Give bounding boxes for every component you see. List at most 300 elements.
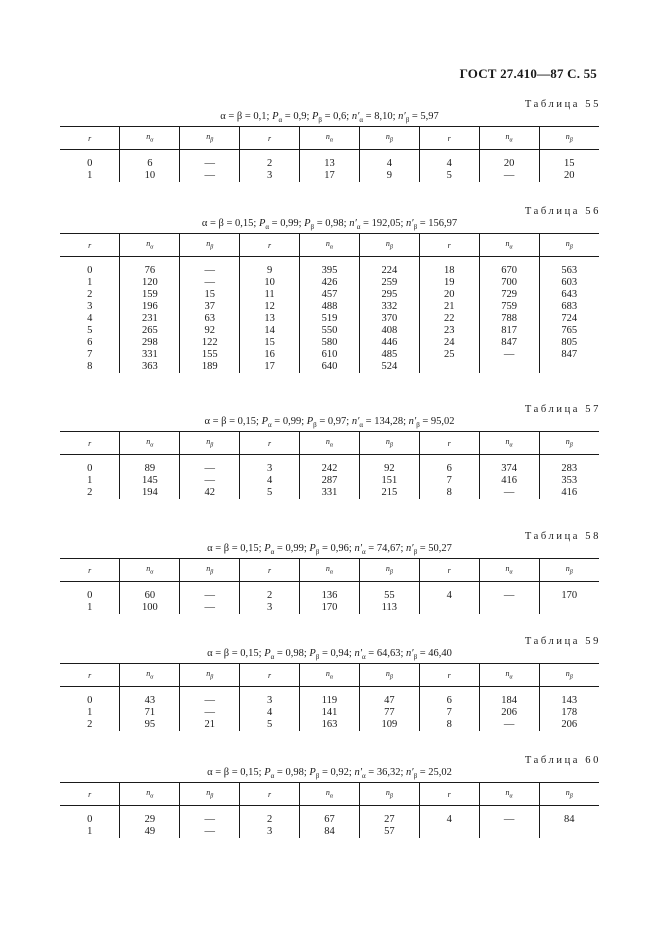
table-cell: — (180, 707, 240, 719)
col-header-n-alpha (120, 559, 180, 582)
col-header-r: r (240, 664, 300, 687)
col-header-n-beta (539, 664, 599, 687)
caption-sub: α (359, 421, 364, 430)
col-header-n: n (385, 437, 390, 447)
caption-n-symbol: n (354, 543, 360, 554)
spacer-cell (479, 582, 539, 591)
spacer-cell (240, 582, 300, 591)
col-header-n-alpha (479, 234, 539, 257)
caption-prime: ′ (403, 111, 406, 122)
col-header-sub: β (389, 674, 393, 681)
caption-sub: β (413, 548, 418, 557)
table-cell: 14 (240, 325, 300, 337)
caption-sub: β (315, 548, 320, 557)
data-table (60, 663, 599, 731)
table-cell: 10 (240, 277, 300, 289)
caption-n-beta: = 46,40 (417, 648, 452, 659)
col-header-sub: α (329, 244, 334, 251)
col-header-n: n (325, 132, 330, 142)
table-row (60, 265, 599, 277)
caption-prime: ′ (359, 648, 362, 659)
caption-p-beta: = 0,94; (319, 648, 355, 659)
table-row (60, 301, 599, 313)
col-header-r: r (419, 432, 479, 455)
col-header-n-alpha (300, 127, 360, 150)
table-cell: — (479, 170, 539, 182)
col-header-n: n (385, 669, 390, 679)
table-cell: 287 (300, 475, 360, 487)
col-header-sub: β (569, 674, 573, 681)
table-cell: 729 (479, 289, 539, 301)
table-cell: 84 (300, 826, 360, 838)
col-header-n-beta (539, 234, 599, 257)
col-header-r: r (88, 133, 92, 143)
caption-n-symbol: n (408, 416, 414, 427)
caption-sub: α (362, 548, 366, 557)
data-table (60, 126, 599, 182)
col-header-n: n (505, 132, 510, 142)
table-cell: 29 (120, 814, 180, 826)
page-header: ГОСТ 27.410—87 С. 55 (459, 66, 597, 81)
spacer-cell (359, 687, 419, 696)
table-cell: 5 (419, 170, 479, 182)
col-header-sub: β (389, 793, 393, 800)
col-header-sub: β (210, 569, 214, 576)
col-header-n: n (146, 437, 151, 447)
table-cell: 170 (300, 602, 360, 614)
caption-n-beta: = 5,97 (409, 111, 439, 122)
table-cell: 15 (539, 158, 599, 170)
data-table (60, 782, 599, 838)
table-row (60, 349, 599, 361)
spacer-cell (539, 150, 599, 159)
col-header-sub: α (329, 674, 334, 681)
table-cell: 0 (87, 695, 93, 707)
table-row (60, 337, 599, 349)
col-header-n-beta (180, 559, 240, 582)
col-header-sub: β (389, 137, 393, 144)
table-cell: 700 (479, 277, 539, 289)
caption-prime: ′ (354, 218, 357, 229)
caption-p-symbol: P (304, 218, 311, 229)
caption-alpha-beta: α = β = 0,1; (220, 111, 273, 122)
spacer-cell (60, 687, 120, 696)
caption-n-symbol: n (351, 416, 358, 427)
caption-p-symbol: P (264, 543, 271, 554)
table-cell: 22 (419, 313, 479, 325)
table-cell: 724 (539, 313, 599, 325)
col-header-sub: α (150, 793, 154, 800)
caption-sub: α (362, 653, 366, 662)
col-header-n: n (325, 788, 330, 798)
caption-n-symbol: n (406, 648, 412, 659)
table-cell: 12 (240, 301, 300, 313)
table-cell: 206 (539, 719, 599, 731)
spacer-cell (419, 455, 479, 464)
table-row (60, 277, 599, 289)
table-cell: 283 (539, 463, 599, 475)
spacer-row (60, 806, 599, 815)
caption-p-symbol: P (264, 767, 271, 778)
col-header-sub: β (210, 137, 214, 144)
col-header-n: n (385, 564, 390, 574)
caption-p-alpha: = 0,99; (271, 416, 307, 427)
caption-p-alpha: = 0,99; (269, 218, 305, 229)
caption-n-alpha: = 36,32; (365, 767, 407, 778)
table-cell: — (180, 814, 240, 826)
col-header-sub: β (210, 244, 214, 251)
table-cell: 113 (359, 602, 419, 614)
table-row (60, 590, 599, 602)
caption-sub: β (405, 116, 410, 125)
table-row (60, 826, 599, 838)
caption-sub: α (267, 421, 272, 430)
col-header-sub: β (210, 793, 214, 800)
caption-sub: β (310, 223, 315, 232)
table-cell: 196 (120, 301, 180, 313)
caption-alpha-beta: α = β = 0,15; (201, 218, 259, 229)
table-row (60, 487, 599, 499)
table-caption (60, 111, 599, 124)
col-header-n: n (206, 132, 211, 142)
col-header-n: n (325, 669, 330, 679)
table-cell: 55 (359, 590, 419, 602)
col-header-n: n (146, 132, 151, 142)
table-cell: — (479, 814, 539, 826)
col-header-n-alpha (120, 432, 180, 455)
table-block (60, 206, 599, 373)
col-header-sub: α (150, 442, 154, 449)
table-cell: 374 (479, 463, 539, 475)
table-block (60, 99, 599, 182)
caption-prime: ′ (357, 416, 360, 427)
spacer-cell (60, 257, 120, 266)
table-cell: 57 (359, 826, 419, 838)
col-header-n: n (505, 437, 510, 447)
table-cell: 488 (300, 301, 360, 313)
table-cell: 163 (300, 719, 360, 731)
table-number: Таблица 57 (524, 404, 601, 415)
table-caption (60, 416, 599, 429)
table-cell: — (479, 487, 539, 499)
table-cell (419, 826, 479, 838)
caption-sub: α (362, 772, 366, 781)
col-header-n-beta (359, 783, 419, 806)
table-caption (60, 648, 599, 661)
table-row (60, 313, 599, 325)
caption-p-symbol: P (306, 416, 314, 427)
col-header-n-beta (539, 783, 599, 806)
table-row (60, 158, 599, 170)
caption-p-beta: = 0,96; (319, 543, 355, 554)
caption-sub: β (413, 653, 418, 662)
table-cell: — (180, 475, 240, 487)
caption-prime: ′ (359, 543, 362, 554)
table-cell: 847 (539, 349, 599, 361)
spacer-cell (120, 806, 180, 815)
table-cell: 159 (120, 289, 180, 301)
spacer-cell (120, 582, 180, 591)
table-row (60, 695, 599, 707)
table-cell: 8 (419, 487, 479, 499)
col-header-n: n (325, 564, 330, 574)
table-cell: 24 (419, 337, 479, 349)
table-cell: 63 (180, 313, 240, 325)
table-cell (419, 602, 479, 614)
caption-p-alpha: = 0,98; (274, 767, 310, 778)
col-header-n: n (505, 788, 510, 798)
spacer-cell (240, 806, 300, 815)
col-header-n: n (385, 239, 390, 249)
spacer-row (60, 455, 599, 464)
col-header-n: n (565, 669, 570, 679)
caption-sub: β (315, 653, 320, 662)
table-cell: 18 (419, 265, 479, 277)
col-header-n-beta (180, 664, 240, 687)
table-cell: 5 (240, 719, 300, 731)
table-caption (60, 218, 599, 231)
table-cell (419, 361, 479, 373)
col-header-r: r (419, 664, 479, 687)
caption-alpha-beta: α = β = 0,15; (204, 416, 262, 427)
col-header-n: n (505, 669, 510, 679)
table-block (60, 404, 599, 499)
caption-n-alpha: = 74,67; (365, 543, 407, 554)
table-cell: 0 (87, 463, 93, 475)
col-header-n-beta (180, 432, 240, 455)
caption-n-symbol: n (354, 648, 360, 659)
col-header-n: n (206, 788, 211, 798)
table-cell: 224 (359, 265, 419, 277)
col-header-sub: α (509, 137, 513, 144)
table-cell: — (180, 695, 240, 707)
caption-n-beta: = 50,27 (417, 543, 452, 554)
table-cell: — (180, 277, 240, 289)
table-cell: 9 (359, 170, 419, 182)
col-header-n: n (505, 564, 510, 574)
col-header-n-alpha (479, 783, 539, 806)
table-cell: 89 (120, 463, 180, 475)
caption-n-symbol: n (406, 218, 412, 229)
col-header-n-alpha (300, 783, 360, 806)
col-header-sub: α (509, 569, 513, 576)
table-cell: 603 (539, 277, 599, 289)
table-cell: 3 (240, 463, 300, 475)
table-cell: 640 (300, 361, 360, 373)
table-cell: 122 (180, 337, 240, 349)
table-number: Таблица 58 (524, 531, 601, 542)
caption-alpha-beta: α = β = 0,15; (207, 767, 265, 778)
col-header-sub: α (150, 674, 154, 681)
caption-alpha-beta: α = β = 0,15; (207, 648, 265, 659)
table-cell: 15 (180, 289, 240, 301)
table-cell: 6 (419, 695, 479, 707)
spacer-cell (359, 582, 419, 591)
table-block (60, 531, 599, 614)
table-cell: 332 (359, 301, 419, 313)
spacer-cell (60, 455, 120, 464)
table-cell (479, 826, 539, 838)
table-cell: 95 (120, 719, 180, 731)
spacer-cell (479, 687, 539, 696)
spacer-cell (60, 806, 120, 815)
table-number: Таблица 59 (524, 636, 601, 647)
table-caption (60, 543, 599, 556)
caption-sub: β (413, 223, 418, 232)
col-header-n: n (146, 788, 151, 798)
col-header-r: r (240, 559, 300, 582)
col-header-n-alpha (300, 664, 360, 687)
table-row (60, 170, 599, 182)
col-header-sub: β (569, 442, 573, 449)
col-header-n: n (505, 239, 510, 249)
table-cell: 4 (240, 475, 300, 487)
spacer-cell (539, 455, 599, 464)
col-header-n: n (146, 239, 151, 249)
spacer-cell (300, 150, 360, 159)
caption-p-alpha: = 0,9; (282, 111, 312, 122)
table-cell: 4 (240, 707, 300, 719)
table-cell: 43 (120, 695, 180, 707)
col-header-r: r (88, 438, 92, 448)
header-row (60, 559, 599, 582)
table-cell (479, 361, 539, 373)
table-cell: 11 (240, 289, 300, 301)
col-header-n: n (565, 788, 570, 798)
table-cell: 524 (359, 361, 419, 373)
table-cell: 136 (300, 590, 360, 602)
table-cell: 1 (87, 602, 93, 614)
table-cell: 0 (87, 590, 93, 602)
col-header-n-alpha (479, 664, 539, 687)
table-number: Таблица 56 (524, 206, 601, 217)
spacer-cell (120, 455, 180, 464)
spacer-cell (180, 455, 240, 464)
table-cell: 5 (87, 325, 93, 337)
caption-sub: α (356, 223, 361, 232)
table-row (60, 361, 599, 373)
spacer-row (60, 582, 599, 591)
spacer-row (60, 257, 599, 266)
caption-prime: ′ (357, 111, 360, 122)
spacer-cell (479, 455, 539, 464)
caption-sub: β (416, 421, 420, 430)
col-header-n-alpha (479, 127, 539, 150)
spacer-cell (120, 687, 180, 696)
spacer-cell (359, 455, 419, 464)
caption-p-beta: = 0,92; (319, 767, 355, 778)
table-cell: 353 (539, 475, 599, 487)
table-cell: 847 (479, 337, 539, 349)
caption-p-symbol: P (258, 218, 266, 229)
caption-n-alpha: = 8,10; (363, 111, 399, 122)
caption-p-symbol: P (261, 416, 268, 427)
table-cell: 8 (87, 361, 93, 373)
table-cell: 25 (419, 349, 479, 361)
table-cell (539, 602, 599, 614)
caption-sub: α (270, 772, 275, 781)
col-header-sub: β (569, 137, 573, 144)
spacer-cell (300, 687, 360, 696)
table-cell: 519 (300, 313, 360, 325)
caption-n-beta: = 25,02 (417, 767, 452, 778)
caption-n-alpha: = 134,28; (363, 416, 409, 427)
table-cell: — (180, 158, 240, 170)
table-cell: 1 (87, 707, 93, 719)
table-row (60, 289, 599, 301)
col-header-n-beta (539, 432, 599, 455)
spacer-cell (60, 150, 120, 159)
table-cell: 550 (300, 325, 360, 337)
col-header-r: r (88, 565, 92, 575)
table-cell: 141 (300, 707, 360, 719)
col-header-sub: β (569, 569, 573, 576)
table-cell: 805 (539, 337, 599, 349)
caption-n-alpha: = 192,05; (360, 218, 407, 229)
col-header-n-beta (180, 127, 240, 150)
caption-sub: α (265, 223, 270, 232)
col-header-n-alpha (300, 234, 360, 257)
caption-sub: β (313, 421, 317, 430)
caption-prime: ′ (359, 767, 362, 778)
table-cell: 295 (359, 289, 419, 301)
table-cell: 10 (120, 170, 180, 182)
col-header-n-beta (539, 559, 599, 582)
table-cell: 8 (419, 719, 479, 731)
col-header-sub: α (509, 244, 513, 251)
table-cell: 13 (240, 313, 300, 325)
spacer-cell (479, 150, 539, 159)
table-cell: 0 (87, 158, 93, 170)
table-cell: 395 (300, 265, 360, 277)
table-cell: — (180, 590, 240, 602)
table-cell: 416 (539, 487, 599, 499)
table-cell: 426 (300, 277, 360, 289)
caption-prime: ′ (411, 543, 414, 554)
col-header-sub: α (329, 793, 334, 800)
table-row (60, 463, 599, 475)
spacer-cell (539, 257, 599, 266)
col-header-n: n (565, 437, 570, 447)
spacer-cell (479, 257, 539, 266)
spacer-cell (419, 582, 479, 591)
table-cell: 2 (240, 590, 300, 602)
table-cell: 4 (359, 158, 419, 170)
col-header-n: n (146, 564, 151, 574)
table-cell: — (479, 590, 539, 602)
table-cell: 6 (419, 463, 479, 475)
table-cell: 189 (180, 361, 240, 373)
col-header-r: r (419, 234, 479, 257)
col-header-n: n (325, 437, 330, 447)
table-cell: 5 (240, 487, 300, 499)
caption-p-symbol: P (309, 648, 316, 659)
col-header-n: n (565, 239, 570, 249)
table-cell: 21 (419, 301, 479, 313)
table-cell: 19 (419, 277, 479, 289)
table-cell: 1 (87, 277, 93, 289)
table-cell: 242 (300, 463, 360, 475)
table-cell: 84 (539, 814, 599, 826)
col-header-sub: β (569, 244, 573, 251)
table-cell: 3 (87, 301, 93, 313)
table-cell: 23 (419, 325, 479, 337)
col-header-n-beta (539, 127, 599, 150)
table-block (60, 755, 599, 838)
caption-p-beta: = 0,98; (314, 218, 350, 229)
caption-n-beta: = 156,97 (417, 218, 458, 229)
table-cell: 370 (359, 313, 419, 325)
